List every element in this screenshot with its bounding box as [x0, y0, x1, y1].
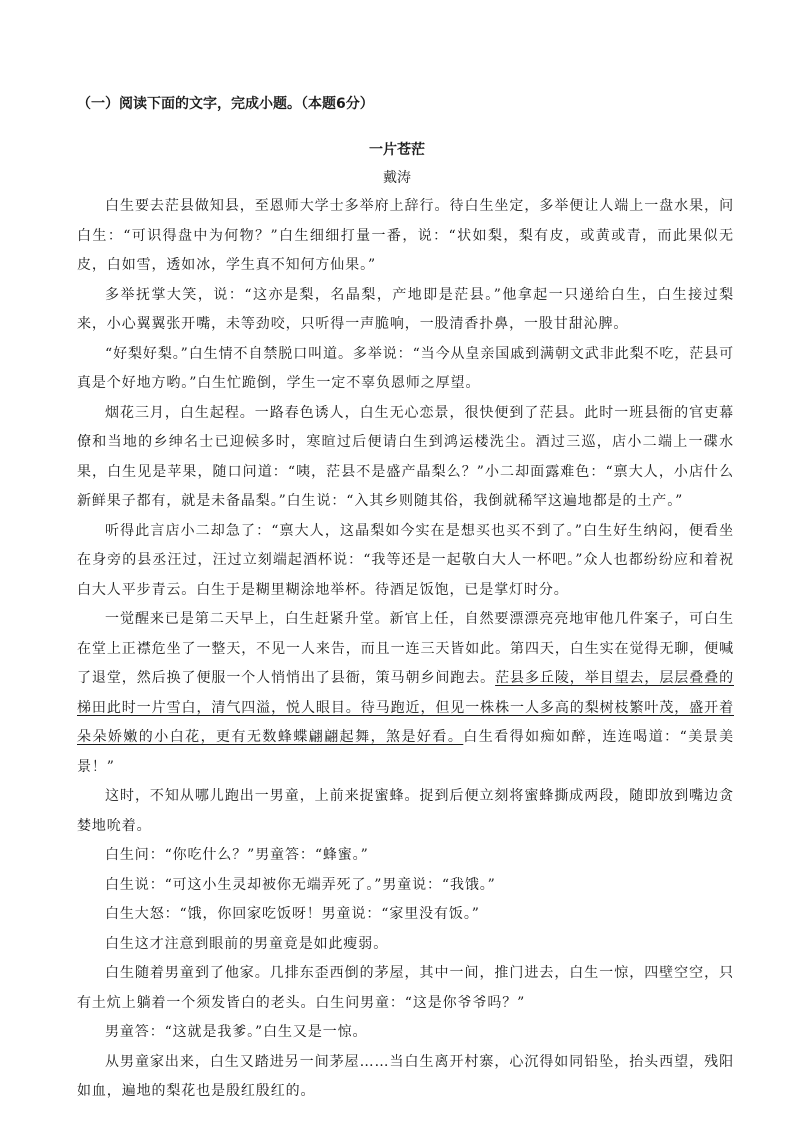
section-heading: （一）阅读下面的文字，完成小题。（本题6分） [77, 96, 374, 112]
paragraph: 白生说：“可这小生灵却被你无端弄死了。”男童说：“我饿。” [105, 876, 496, 893]
story-body [77, 192, 734, 1107]
paragraph: 男童答：“这就是我爹。”白生又是一惊。 [105, 1024, 368, 1040]
paragraph: “好梨好梨。”白生情不自禁脱口叫道。多举说：“当今从皇亲国戚到满朝文武非此梨不吃，茫县可真是个好地方哟。”白生忙跪倒，学生一定不辜负恩师之厚望。 [77, 345, 734, 391]
paragraph: 从男童家出来，白生又踏进另一间茅屋……当白生离开村寨，心沉得如同铅坠，抬头西望，残阳如血，遍地的梨花也是殷红殷红的。 [77, 1053, 734, 1099]
paragraph-text: 一觉醒来已是第二天早上，白生赶紧升堂。新官上任，自然要漂漂亮亮地审他几件案子，可白生在堂上正襟危坐了一整天，不见一人来告，而且一连三天皆如此。第四天，白生实在觉得无聊，便喊了退堂，然后换了便服一个人悄悄出了县衙，策马朝乡间跑去。 [77, 611, 734, 686]
paragraph: 这时，不知从哪儿跑出一男童，上前来捉蜜蜂。捉到后便立刻将蜜蜂撕成两段，随即放到嘴边贪婪地吮着。 [77, 788, 734, 834]
story-author: 戴涛 [383, 170, 411, 186]
paragraph-text-after: 白生看得如痴如醉，连连喝道：“美景美景！” [77, 729, 735, 775]
paragraph: 听得此言店小二却急了：“禀大人，这晶梨如今实在是想买也买不到了。”白生好生纳闷，便看坐在身旁的县丞汪过，汪过立刻端起酒杯说：“我等还是一起敬白大人一杯吧。”众人也都纷纷应和着祝白大人平步青云。白生于是糊里糊涂地举杯。待酒足饭饱，已是掌灯时分。 [77, 522, 734, 598]
underlined-passage: 茫县多丘陵，举目望去，层层叠叠的梯田此时一片雪白，清气四溢，悦人眼目。待马跑近，但见一株株一人多高的梨树枝繁叶茂，盛开着朵朵娇嫩的小白花，更有无数蜂蝶翩翩起舞，煞是好看。 [77, 670, 734, 745]
paragraph: 白生问：“你吃什么？”男童答：“蜂蜜。” [105, 847, 369, 863]
paragraph: 白生要去茫县做知县，至恩师大学士多举府上辞行。待白生坐定，多举便让人端上一盘水果，问白生：“可识得盘中为何物？”白生细细打量一番，说：“状如梨，梨有皮，或黄或青，而此果似无皮，白如雪，透如冰，学生真不知何方仙果。” [77, 198, 734, 273]
paragraph: 多举抚掌大笑，说：“这亦是梨，名晶梨，产地即是茫县。”他拿起一只递给白生，白生接过梨来，小心翼翼张开嘴，未等劲咬，只听得一声脆响，一股清香扑鼻，一股甘甜沁脾。 [77, 286, 734, 332]
paragraph: 烟花三月，白生起程。一路春色诱人，白生无心恋景，很快便到了茫县。此时一班县衙的官吏幕僚和当地的乡绅名士已迎候多时，寒暄过后便请白生到鸿运楼洗尘。酒过三巡，店小二端上一碟水果，白生见是苹果，随口问道：“咦，茫县不是盛产晶梨么？”小二却面露难色：“禀大人，小店什么新鲜果子都有，就是未备晶梨。”白生说：“入其乡则随其俗，我倒就稀罕这遍地都是的土产。” [77, 404, 734, 509]
paragraph-with-underline [77, 605, 734, 782]
paragraph: 白生这才注意到眼前的男童竟是如此瘦弱。 [105, 935, 389, 952]
paragraph: 白生大怒：“饿，你回家吃饭呀！男童说：“家里没有饭。” [105, 906, 480, 922]
story-title: 一片苍茫 [369, 142, 425, 158]
paragraph: 白生随着男童到了他家。几排东歪西倒的茅屋，其中一间，推门进去，白生一惊，四壁空空，只有土炕上躺着一个须发皆白的老头。白生问男童：“这是你爷爷吗？” [77, 965, 734, 1011]
